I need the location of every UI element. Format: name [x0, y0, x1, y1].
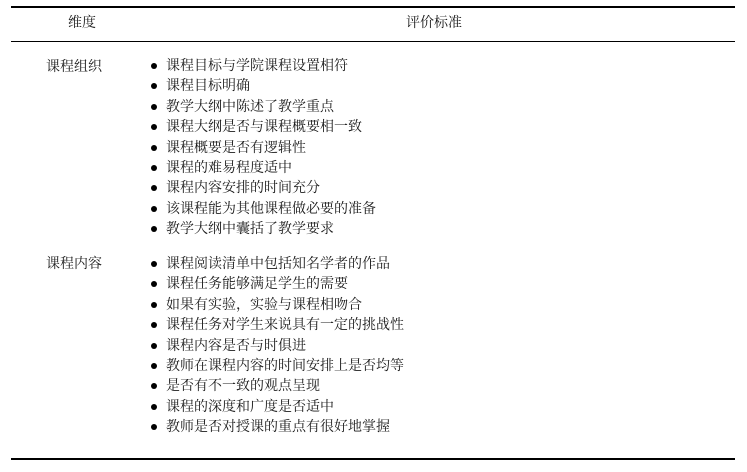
list-item: [151, 336, 404, 356]
criterion-text: 课程的难易程度适中: [166, 159, 292, 176]
table-top-rule: [11, 6, 735, 8]
list-item: [151, 158, 376, 178]
criterion-text: 课程目标与学院课程设置相符: [166, 58, 348, 74]
list-item: [151, 274, 404, 294]
criteria-list-content: [151, 254, 404, 438]
list-item: [151, 117, 376, 137]
evaluation-table: [11, 0, 735, 472]
list-item: [151, 397, 404, 417]
criterion-text: 如果有实验，实验与课程相吻合: [166, 296, 362, 313]
bullet-icon: [151, 124, 157, 130]
bullet-icon: [151, 281, 157, 287]
list-item: [151, 417, 404, 437]
criterion-text: 教师是否对授课的重点有很好地掌握: [166, 419, 390, 436]
criterion-text: 课程内容是否与时俱进: [166, 337, 306, 354]
criterion-text: 课程目标明确: [166, 78, 250, 95]
list-item: [151, 219, 376, 239]
list-item: [151, 199, 376, 219]
criterion-text: 是否有不一致的观点呈现: [166, 378, 320, 395]
bullet-icon: [151, 145, 157, 151]
bullet-icon: [151, 343, 157, 349]
list-item: [151, 295, 404, 315]
criteria-list-organization: [151, 56, 376, 240]
header-criteria: 评价标准: [406, 15, 462, 31]
bullet-icon: [151, 104, 157, 110]
criterion-text: 课程任务能够满足学生的需要: [166, 276, 348, 293]
list-item: [151, 356, 404, 376]
bullet-icon: [151, 63, 157, 69]
header-dimension: 维度: [68, 15, 96, 31]
list-item: [151, 56, 376, 76]
bullet-icon: [151, 302, 157, 308]
list-item: [151, 138, 376, 158]
criterion-text: 课程内容安排的时间充分: [166, 180, 320, 197]
criterion-text: 课程阅读清单中包括知名学者的作品: [166, 256, 390, 272]
list-item: [151, 178, 376, 198]
criterion-text: 教师在课程内容的时间安排上是否均等: [166, 357, 404, 374]
list-item: [151, 76, 376, 96]
bullet-icon: [151, 83, 157, 89]
bullet-icon: [151, 383, 157, 389]
bullet-icon: [151, 322, 157, 328]
bullet-icon: [151, 226, 157, 232]
criterion-text: 课程任务对学生来说具有一定的挑战性: [166, 317, 404, 334]
list-item: [151, 97, 376, 117]
table-bottom-rule: [11, 458, 735, 460]
bullet-icon: [151, 165, 157, 171]
bullet-icon: [151, 424, 157, 430]
list-item: [151, 254, 404, 274]
bullet-icon: [151, 404, 157, 410]
table-header-rule: [11, 41, 735, 42]
criterion-text: 教学大纲中陈述了教学重点: [166, 98, 334, 115]
row-dimension-content: 课程内容: [46, 256, 102, 272]
criterion-text: 该课程能为其他课程做必要的准备: [166, 200, 376, 217]
criterion-text: 课程的深度和广度是否适中: [166, 398, 334, 415]
criterion-text: 课程概要是否有逻辑性: [166, 139, 306, 156]
bullet-icon: [151, 261, 157, 267]
criterion-text: 教学大纲中囊括了教学要求: [166, 221, 334, 238]
bullet-icon: [151, 185, 157, 191]
list-item: [151, 315, 404, 335]
list-item: [151, 376, 404, 396]
bullet-icon: [151, 363, 157, 369]
bullet-icon: [151, 206, 157, 212]
criterion-text: 课程大纲是否与课程概要相一致: [166, 119, 362, 136]
row-dimension-organization: 课程组织: [46, 59, 102, 75]
